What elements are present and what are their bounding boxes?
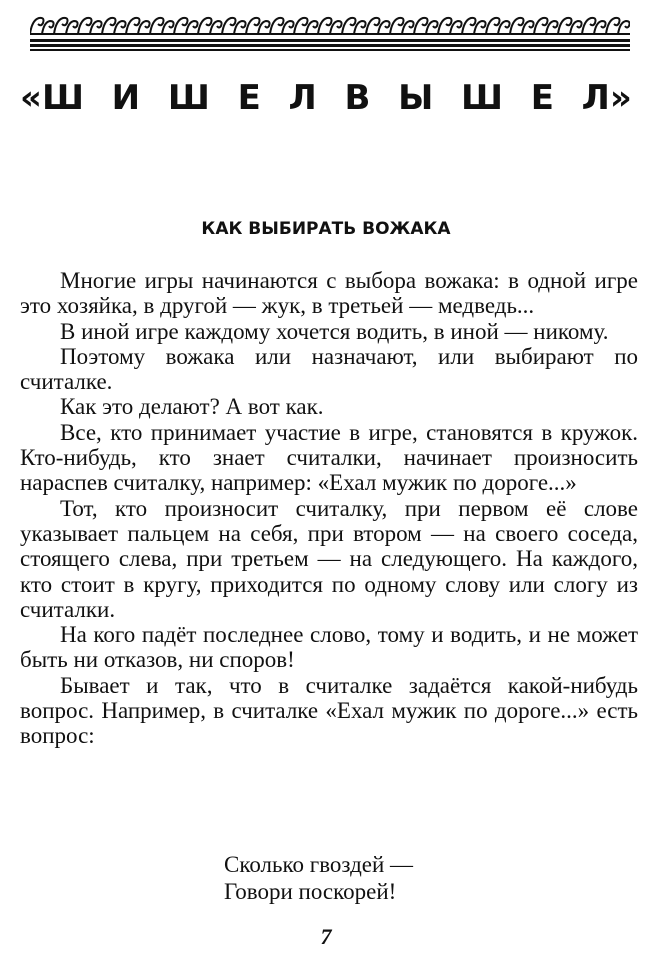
paragraph: Многие игры начинаются с выбора вожака: в одной игре это хозяйка, в другой — жук, в третьей — медведь... — [20, 268, 638, 319]
running-title-letter: «Ш — [20, 78, 84, 118]
running-title-letter: Ш — [461, 78, 504, 118]
running-title-letter: Ы — [398, 78, 434, 118]
running-title-letter: И — [111, 78, 141, 118]
verse — [224, 851, 413, 905]
paragraph: Бывает и так, что в считалке задаётся какой-нибудь вопрос. Например, в считалке «Ехал мужик по дороге...» есть вопрос: — [20, 672, 638, 749]
paragraph: На кого падёт последнее слово, тому и водить, и не может быть ни отказов, ни споров! — [20, 622, 638, 673]
running-title-letter: Л — [288, 78, 317, 118]
running-title-letter: В — [344, 78, 371, 118]
running-title-letter: Л» — [581, 78, 632, 118]
verse-line: Говори поскорей! — [224, 879, 397, 904]
paragraph: Тот, кто произносит считалку, при первом её слове указывает пальцем на себя, при втором — на своего соседа, стоящего слева, при третьем — на следующего. На каждого, кто стоит в кругу, приходится по одному слову или слогу из считалки. — [20, 495, 638, 622]
body-text — [20, 268, 638, 749]
verse-line: Сколько гвоздей — — [224, 852, 414, 877]
page-number: 7 — [320, 924, 332, 949]
running-title-letter: Е — [530, 78, 554, 118]
running-title — [20, 73, 632, 123]
paragraph: Все, кто принимает участие в игре, становятся в кружок. Кто-нибудь, кто знает считалки, начинает произносить нараспев считалку, например: «Ехал мужик по дороге...» — [20, 419, 638, 496]
running-title-letter: Е — [237, 78, 261, 118]
decorative-border-icon — [30, 10, 630, 54]
paragraph: Поэтому вожака или назначают, или выбирают по считалке. — [20, 343, 638, 395]
section-title: КАК ВЫБИРАТЬ ВОЖАКА — [201, 219, 451, 239]
running-title-letter: Ш — [167, 78, 210, 118]
paragraph: В иной игре каждому хочется водить, в иной — никому. — [60, 318, 609, 344]
paragraph: Как это делают? А вот как. — [60, 394, 324, 420]
